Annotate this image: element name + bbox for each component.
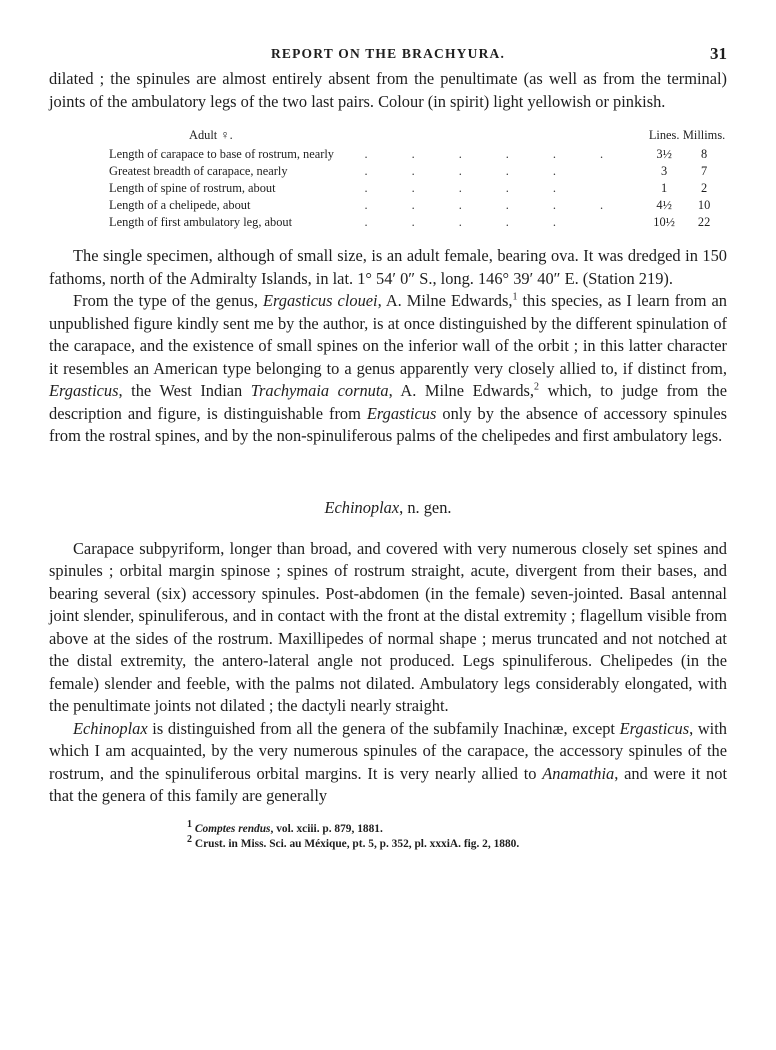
- paragraph-genus-comparison: Echinoplax is distinguished from all the genera of the subfamily Inachinæ, except Ergasticus, with which I am acquainted, by the very numerous spinules of the carapace, the accessory spinules of the rostrum, and the spinuliferous orbital margins. It is very nearly allied to Anamathia, and were it not that the genera of this family are generally: [49, 718, 727, 805]
- page: [49, 40, 727, 852]
- measurement-row: Length of spine of rostrum, about ..... 1 2: [109, 180, 727, 197]
- footnote-ref: 1: [512, 291, 518, 303]
- taxon-name: Ergasticus: [366, 403, 437, 423]
- taxon-name: Echinoplax: [73, 718, 148, 738]
- measurement-millims: 7: [700, 164, 708, 178]
- measurement-label: Length of a chelipede, about: [109, 198, 251, 212]
- taxon-name: Ergasticus: [49, 381, 119, 400]
- page-number: 31: [710, 44, 727, 63]
- measurement-label: Length of spine of rostrum, about: [109, 181, 276, 195]
- measurement-row: Greatest breadth of carapace, nearly ..... 3 7: [109, 163, 727, 180]
- measurement-label: Length of first ambulatory leg, about: [109, 215, 293, 229]
- measurement-millims: 8: [700, 147, 708, 161]
- footnote-ref: 2: [534, 381, 540, 393]
- measurement-lines: 3: [661, 164, 668, 178]
- measurement-lines: 3½: [656, 147, 672, 161]
- paragraph-genus-description: Carapace subpyriform, longer than broad, and covered with very numerous closely set spines and spinules ; orbital margin spinose ; spines of rostrum straight, acute, divergent from their bases, and bearing several (six) accessory spinules. Post-abdomen (in the female) seven-jointed. Basal antennal joint slender, spinuliferous, and in contact with the front at the distal extremity ; flagellum visible from above at the sides of the rostrum. Maxillipedes of normal shape ; merus truncated and not notched at the distal extremity, the antero-lateral angle not produced. Legs spinuliferous. Chelipedes (in the female) slender and feeble, with the palms not dilated. Ambulatory legs considerably elongated, with the penultimate joints not dilated ; the dactyli nearly straight.: [49, 538, 727, 715]
- column-header-lines: Lines.: [648, 128, 680, 142]
- taxon-name: Ergasticus: [619, 718, 690, 738]
- measurement-row: Length of a chelipede, about ...... 4½ 10: [109, 197, 727, 214]
- measurement-millims: 10: [697, 198, 711, 212]
- paragraph-specimen: The single specimen, although of small size, is an adult female, bearing ova. It was dredged in 150 fathoms, north of the Admiralty Islands, in lat. 1° 54′ 0″ S., long. 146° 39′ 40″ E. (Station 219).: [49, 246, 727, 288]
- taxon-name: Anamathia: [542, 763, 615, 783]
- running-head: [49, 40, 727, 68]
- measurement-label: Greatest breadth of carapace, nearly: [109, 164, 288, 178]
- measurement-row: Length of carapace to base of rostrum, nearly ...... 3½ 8: [109, 146, 727, 163]
- genus-name: Echinoplax: [324, 497, 400, 517]
- measurement-millims: 2: [700, 181, 708, 195]
- taxon-name: Trachymaia cornuta: [250, 381, 389, 400]
- measurements-table: [109, 127, 727, 231]
- measurements-header-label: Adult ♀.: [189, 128, 233, 142]
- measurement-row: Length of first ambulatory leg, about ..... 10½ 22: [109, 214, 727, 231]
- footnotes: [187, 818, 727, 852]
- footnote: $^2$ Crust. in Miss. Sci. au Méxique, pt. 5, p. 352, pl. xxxiA. fig. 2, 1880.: [187, 833, 520, 850]
- measurement-label: Length of carapace to base of rostrum, nearly: [109, 147, 334, 161]
- measurement-lines: 4½: [656, 198, 672, 212]
- measurement-lines: 1: [661, 181, 668, 195]
- column-header-millims: Millims.: [682, 128, 726, 142]
- measurement-lines: 10½: [653, 215, 675, 229]
- paragraph-comparison: From the type of the genus, Ergasticus clouei, A. Milne Edwards,$^1$ this species, as I learn from an unpublished figure kindly sent me by the author, is at once distinguished by the different spinulation of the carapace, and the existence of small spines on the inferior wall of the orbit ; in this latter character it resembles an American type belonging to a genus apparently very closely allied to, if distinct from, Ergasticus, the West Indian Trachymaia cornuta, A. Milne Edwards,$^2$ which, to judge from the description and figure, is distinguishable from Ergasticus only by the absence of accessory spinules from the rostral spines, and by the non-spinuliferous palms of the chelipedes and first ambulatory legs.: [49, 291, 727, 445]
- measurement-millims: 22: [697, 215, 711, 229]
- footnote: $^1$ Comptes rendus, vol. xciii. p. 879, 1881.: [187, 818, 383, 835]
- paragraph-continued: dilated ; the spinules are almost entirely absent from the penultimate (as well as from the terminal) joints of the ambulatory legs of the two last pairs. Colour (in spirit) light yellowish or pinkish.: [49, 69, 727, 111]
- taxon-name: Ergasticus clouei: [263, 291, 378, 310]
- running-head-title: REPORT ON THE BRACHYURA.: [270, 46, 506, 61]
- measurements-header-row: [109, 127, 727, 146]
- section-heading: Echinoplax, n. gen.: [324, 497, 452, 517]
